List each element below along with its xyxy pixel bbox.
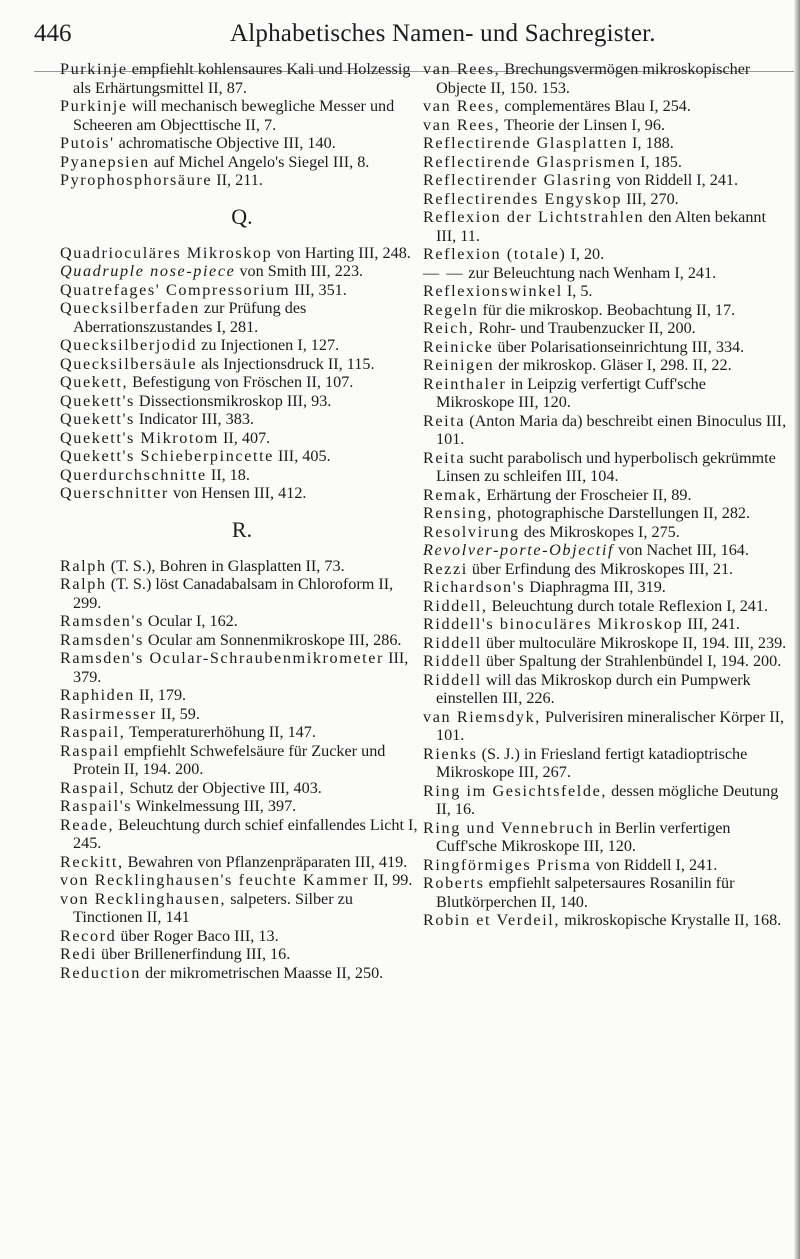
- entry-keyword: Pyanepsien: [60, 152, 150, 171]
- entry-reference: II, 211.: [212, 171, 263, 189]
- index-entry: [423, 634, 787, 653]
- entry-keyword: Quekett's: [60, 410, 135, 428]
- index-entry: [423, 264, 787, 283]
- entry-keyword: Reflectirendes Engyskop: [423, 189, 623, 208]
- entry-reference: Pulverisiren mineralischer Körper II, 101.: [436, 707, 785, 744]
- entry-reference: der mikroskop. Gläser I, 298. II, 22.: [494, 356, 732, 374]
- entry-keyword: Reflectirender Glasring: [423, 171, 613, 189]
- entry-reference: Erhärtung der Froscheier II, 89.: [482, 485, 692, 504]
- entry-keyword: Quadrioculäres Mikroskop: [60, 243, 273, 262]
- index-entry: [60, 355, 424, 374]
- index-entry: [423, 356, 787, 375]
- index-entry: [60, 466, 424, 485]
- entry-keyword: Quadruple nose-piece: [60, 262, 236, 280]
- index-entry: [423, 245, 787, 264]
- index-entry: [60, 612, 424, 631]
- entry-keyword: Reflectirende Glasplatten: [423, 134, 628, 152]
- entry-keyword: van Rees,: [423, 97, 501, 115]
- index-entry: [423, 597, 787, 616]
- entry-reference: von Riddell I, 241.: [591, 855, 718, 874]
- entry-keyword: Reade,: [60, 815, 115, 834]
- entry-keyword: Raspail: [60, 741, 120, 760]
- index-entry: [423, 541, 787, 560]
- entry-keyword: Ralph: [60, 575, 107, 593]
- index-entry: [423, 856, 787, 875]
- entry-reference: III, 351.: [290, 280, 347, 299]
- index-entry: [60, 853, 424, 872]
- entry-reference: achromatische Objective III, 140.: [114, 134, 336, 152]
- entry-reference: Ocular I, 162.: [143, 612, 238, 630]
- entry-reference: Brechungsvermögen mikroskopischer Objecte II, 150. 153.: [436, 60, 751, 97]
- index-entry: [60, 134, 424, 153]
- index-entry: [423, 319, 787, 338]
- entry-reference: von Riddell I, 241.: [612, 171, 739, 189]
- entry-keyword: Robin et Verdeil,: [423, 911, 561, 929]
- entry-keyword: — —: [423, 263, 465, 282]
- entry-reference: (Anton Maria da) beschreibt einen Binoculus III, 101.: [436, 411, 787, 448]
- index-entry: [60, 244, 424, 263]
- entry-reference: salpeters. Silber zu Tinctionen II, 141: [73, 889, 353, 926]
- entry-reference: II, 179.: [134, 686, 187, 704]
- entry-reference: dessen mögliche Deutung II, 16.: [436, 781, 779, 818]
- section-letter-r: R.: [231, 516, 253, 542]
- entry-reference: empfiehlt Schwefelsäure für Zucker und Protein II, 194. 200.: [73, 741, 386, 778]
- entry-keyword: Reduction: [60, 963, 141, 982]
- index-entry: [423, 523, 787, 542]
- entry-reference: in Berlin verfertigen Cuff'sche Mikroskope III, 120.: [436, 818, 731, 855]
- entry-reference: (S. J.) in Friesland fertigt katadioptrische Mikroskope III, 267.: [436, 744, 748, 781]
- entry-keyword: Ramsden's: [60, 630, 144, 649]
- entry-keyword: Reflectirende Glasprismen: [423, 152, 637, 171]
- index-entry: [60, 945, 424, 964]
- entry-keyword: van Rees,: [423, 60, 501, 78]
- entry-keyword: Quekett,: [60, 373, 129, 391]
- entry-reference: mikroskopische Krystalle II, 168.: [560, 911, 782, 929]
- entry-keyword: Remak,: [423, 485, 483, 504]
- entry-reference: III, 241.: [683, 615, 740, 633]
- entry-keyword: Richardson's: [423, 578, 526, 596]
- entry-reference: über multoculäre Mikroskope II, 194. III, 239.: [481, 633, 787, 652]
- entry-reference: für die mikroskop. Beobachtung II, 17.: [478, 300, 736, 319]
- entry-reference: Rohr- und Traubenzucker II, 200.: [474, 319, 696, 337]
- index-entry: [60, 153, 424, 172]
- entry-keyword: Riddell: [423, 633, 482, 652]
- entry-reference: des Mikroskopes I, 275.: [519, 522, 680, 541]
- entry-reference: Winkelmessung III, 397.: [132, 797, 297, 815]
- entry-reference: Indicator III, 383.: [134, 410, 254, 428]
- entry-reference: Ocular am Sonnenmikroskope III, 286.: [143, 630, 402, 649]
- entry-reference: photographische Darstellungen II, 282.: [492, 504, 751, 522]
- entry-reference: in Leipzig verfertigt Cuff'sche Mikroskope III, 120.: [436, 374, 706, 411]
- index-entry: [423, 874, 787, 911]
- entry-keyword: Quekett's Schieberpincette: [60, 447, 274, 465]
- entry-reference: den Alten bekannt III, 11.: [436, 208, 767, 245]
- index-entry: [423, 190, 787, 209]
- entry-reference: als Injectionsdruck II, 115.: [197, 354, 375, 373]
- index-entry: [60, 723, 424, 742]
- entry-keyword: Pyrophosphorsäure: [60, 171, 213, 189]
- index-entry: [423, 745, 787, 782]
- entry-reference: auf Michel Angelo's Siegel III, 8.: [149, 152, 370, 171]
- entry-keyword: Raspail's: [60, 797, 133, 815]
- entry-keyword: Riddell's binoculäres Mikroskop: [423, 615, 684, 633]
- entry-reference: zu Injectionen I, 127.: [197, 336, 340, 354]
- entry-keyword: Ring und Vennebruch: [423, 818, 595, 837]
- entry-reference: I, 185.: [636, 152, 682, 171]
- entry-keyword: Ramsden's: [60, 612, 144, 630]
- entry-reference: von Hensen III, 412.: [168, 484, 307, 502]
- entry-reference: über Polarisationseinrichtung III, 334.: [493, 337, 745, 356]
- entry-keyword: Riddell: [423, 652, 482, 670]
- left-column: [60, 60, 424, 982]
- entry-keyword: Reflexion der Lichtstrahlen: [423, 208, 645, 226]
- entry-keyword: Putois': [60, 134, 115, 152]
- entry-keyword: von Recklinghausen's feuchte Kammer: [60, 871, 370, 889]
- entry-reference: von Nachet III, 164.: [614, 541, 749, 559]
- entry-keyword: Reflexion (totale): [423, 245, 567, 263]
- index-entry: [60, 262, 424, 281]
- entry-reference: II, 59.: [156, 704, 200, 723]
- entry-keyword: Purkinje: [60, 60, 128, 78]
- entry-keyword: Ringförmiges Prisma: [423, 855, 592, 874]
- index-entry: [60, 336, 424, 355]
- entry-keyword: Quecksilberjodid: [60, 336, 198, 354]
- entry-reference: über Roger Baco III, 13.: [116, 926, 279, 945]
- entry-keyword: Quecksilberfaden: [60, 299, 200, 317]
- index-entry: [423, 301, 787, 320]
- entry-keyword: Raphiden: [60, 686, 135, 704]
- index-entry: [60, 60, 424, 97]
- entry-reference: Temperaturerhöhung II, 147.: [125, 723, 316, 741]
- index-entry: [423, 282, 787, 301]
- entry-reference: III, 405.: [273, 447, 331, 465]
- entry-reference: I, 188.: [627, 134, 674, 152]
- entry-keyword: Reflexionswinkel: [423, 282, 563, 300]
- entry-reference: II, 18.: [206, 465, 250, 484]
- entry-reference: Schutz der Objective III, 403.: [125, 778, 322, 797]
- entry-reference: von Smith III, 223.: [235, 262, 364, 280]
- index-entry: [60, 557, 424, 576]
- index-entry: [60, 964, 424, 983]
- entry-keyword: Reinthaler: [423, 374, 507, 393]
- entry-reference: zur Prüfung des Aberrationszustandes I, 281.: [73, 299, 307, 336]
- entry-reference: Befestigung von Fröschen II, 107.: [128, 373, 354, 391]
- entry-keyword: Roberts: [423, 874, 485, 892]
- index-entry: [423, 116, 787, 135]
- entry-keyword: Regeln: [423, 300, 479, 319]
- entry-keyword: Reckitt,: [60, 852, 124, 871]
- entry-reference: über Brillenerfindung III, 16.: [96, 945, 291, 963]
- entry-keyword: Reita: [423, 411, 466, 430]
- index-entry: [60, 447, 424, 466]
- index-entry: [60, 816, 424, 853]
- index-entry: [423, 134, 787, 153]
- entry-keyword: Reich,: [423, 319, 475, 337]
- page-number: 446: [34, 20, 72, 47]
- entry-keyword: von Recklinghausen,: [60, 889, 227, 908]
- entry-keyword: Reinicke: [423, 337, 494, 356]
- entry-reference: (T. S.), Bohren in Glasplatten II, 73.: [106, 556, 345, 575]
- entry-keyword: Reita: [423, 448, 466, 467]
- index-entry: [423, 560, 787, 579]
- entry-keyword: Ring im Gesichtsfelde,: [423, 781, 608, 800]
- index-entry: [423, 782, 787, 819]
- index-entry: [60, 779, 424, 798]
- index-entry: [60, 575, 424, 612]
- index-entry: [423, 671, 787, 708]
- entry-reference: der mikrometrischen Maasse II, 250.: [140, 963, 384, 982]
- index-entry: [60, 631, 424, 650]
- index-entry: [423, 708, 787, 745]
- index-entry: [60, 742, 424, 779]
- entry-keyword: Riddell,: [423, 596, 488, 615]
- entry-keyword: Redi: [60, 945, 97, 963]
- index-group-r-continued: [423, 60, 787, 930]
- entry-reference: empfiehlt kohlensaures Kali und Holzessig als Erhärtungsmittel II, 87.: [73, 60, 411, 97]
- entry-reference: will mechanisch bewegliche Messer und Scheeren am Objecttische II, 7.: [73, 97, 395, 134]
- page-title: Alphabetisches Namen- und Sachregister.: [230, 20, 656, 47]
- index-entry: [60, 299, 424, 336]
- entry-reference: Dissectionsmikroskop III, 93.: [134, 391, 332, 410]
- index-entry: [423, 819, 787, 856]
- entry-reference: Theorie der Linsen I, 96.: [500, 115, 666, 134]
- entry-reference: (T. S.) löst Canadabalsam in Chloroform II, 299.: [73, 575, 394, 612]
- entry-keyword: Quecksilbersäule: [60, 354, 198, 373]
- entry-keyword: Ramsden's Ocular-Schraubenmikrometer: [60, 649, 385, 667]
- entry-reference: III, 270.: [622, 189, 679, 208]
- section-letter-q: Q.: [231, 203, 253, 229]
- index-entry: [60, 429, 424, 448]
- entry-reference: Beleuchtung durch totale Reflexion I, 241.: [487, 596, 769, 615]
- index-entry: [60, 927, 424, 946]
- index-entry: [423, 578, 787, 597]
- index-entry: [60, 797, 424, 816]
- entry-keyword: Reinigen: [423, 356, 495, 374]
- index-group-r: [60, 557, 424, 983]
- entry-reference: I, 5.: [562, 282, 593, 300]
- entry-keyword: Ralph: [60, 556, 107, 575]
- entry-reference: III, 379.: [73, 649, 409, 686]
- index-entry: [423, 615, 787, 634]
- index-group-q: [60, 244, 424, 503]
- index-entry: [423, 652, 787, 671]
- index-group-p: [60, 60, 424, 190]
- entry-reference: über Erfindung des Mikroskopes III, 21.: [467, 559, 734, 578]
- index-entry: [423, 338, 787, 357]
- entry-keyword: Rienks: [423, 744, 478, 763]
- index-entry: [60, 97, 424, 134]
- entry-reference: über Spaltung der Strahlenbündel I, 194. 200.: [481, 652, 782, 670]
- index-entry: [60, 871, 424, 890]
- entry-keyword: Riddell: [423, 670, 482, 689]
- entry-keyword: Revolver-porte-Objectif: [423, 541, 615, 559]
- index-entry: [423, 171, 787, 190]
- entry-reference: will das Mikroskop durch ein Pumpwerk einstellen III, 226.: [436, 670, 751, 707]
- page-edge-shadow: [794, 0, 800, 1259]
- entry-reference: I, 20.: [566, 245, 605, 263]
- index-entry: [60, 686, 424, 705]
- entry-reference: zur Beleuchtung nach Wenham I, 241.: [464, 263, 717, 282]
- index-entry: [60, 705, 424, 724]
- index-entry: [60, 281, 424, 300]
- entry-keyword: Rezzi: [423, 559, 468, 578]
- entry-reference: von Harting III, 248.: [272, 243, 411, 262]
- entry-keyword: Quatrefages' Compressorium: [60, 280, 291, 299]
- index-entry: [423, 911, 787, 930]
- entry-keyword: Raspail,: [60, 778, 126, 797]
- entry-reference: empfiehlt salpetersaures Rosanilin für Blutkörperchen II, 140.: [436, 874, 735, 911]
- entry-keyword: Querdurchschnitte: [60, 465, 207, 484]
- entry-reference: complementäres Blau I, 254.: [500, 97, 691, 115]
- index-entry: [423, 486, 787, 505]
- entry-keyword: Rasirmesser: [60, 704, 157, 723]
- entry-reference: II, 99.: [369, 871, 413, 889]
- index-entry: [423, 504, 787, 523]
- entry-keyword: Querschnitter: [60, 484, 169, 502]
- entry-keyword: Resolvirung: [423, 522, 520, 541]
- index-entry: [423, 412, 787, 449]
- entry-reference: Diaphragma III, 319.: [525, 578, 666, 596]
- entry-reference: Beleuchtung durch schief einfallendes Licht I, 245.: [73, 815, 418, 852]
- entry-reference: sucht parabolisch und hyperbolisch gekrümmte Linsen zu schleifen III, 104.: [436, 448, 776, 485]
- index-entry: [423, 208, 787, 245]
- entry-keyword: Raspail,: [60, 723, 126, 741]
- index-entry: [60, 890, 424, 927]
- index-entry: [60, 410, 424, 429]
- index-entry: [60, 392, 424, 411]
- entry-keyword: Purkinje: [60, 97, 128, 115]
- index-entry: [423, 153, 787, 172]
- index-entry: [60, 373, 424, 392]
- index-entry: [423, 60, 787, 97]
- index-entry: [423, 375, 787, 412]
- right-column: [423, 60, 787, 930]
- entry-keyword: Rensing,: [423, 504, 493, 522]
- entry-reference: Bewahren von Pflanzenpräparaten III, 419.: [123, 852, 408, 871]
- index-entry: [423, 97, 787, 116]
- entry-keyword: Record: [60, 926, 117, 945]
- index-entry: [423, 449, 787, 486]
- index-entry: [60, 171, 424, 190]
- entry-keyword: van Rees,: [423, 115, 501, 134]
- index-entry: [60, 484, 424, 503]
- entry-keyword: Quekett's: [60, 391, 135, 410]
- page-header: [34, 18, 754, 50]
- index-entry: [60, 649, 424, 686]
- entry-reference: II, 407.: [218, 428, 271, 447]
- entry-keyword: Quekett's Mikrotom: [60, 428, 219, 447]
- entry-keyword: van Riemsdyk,: [423, 707, 541, 726]
